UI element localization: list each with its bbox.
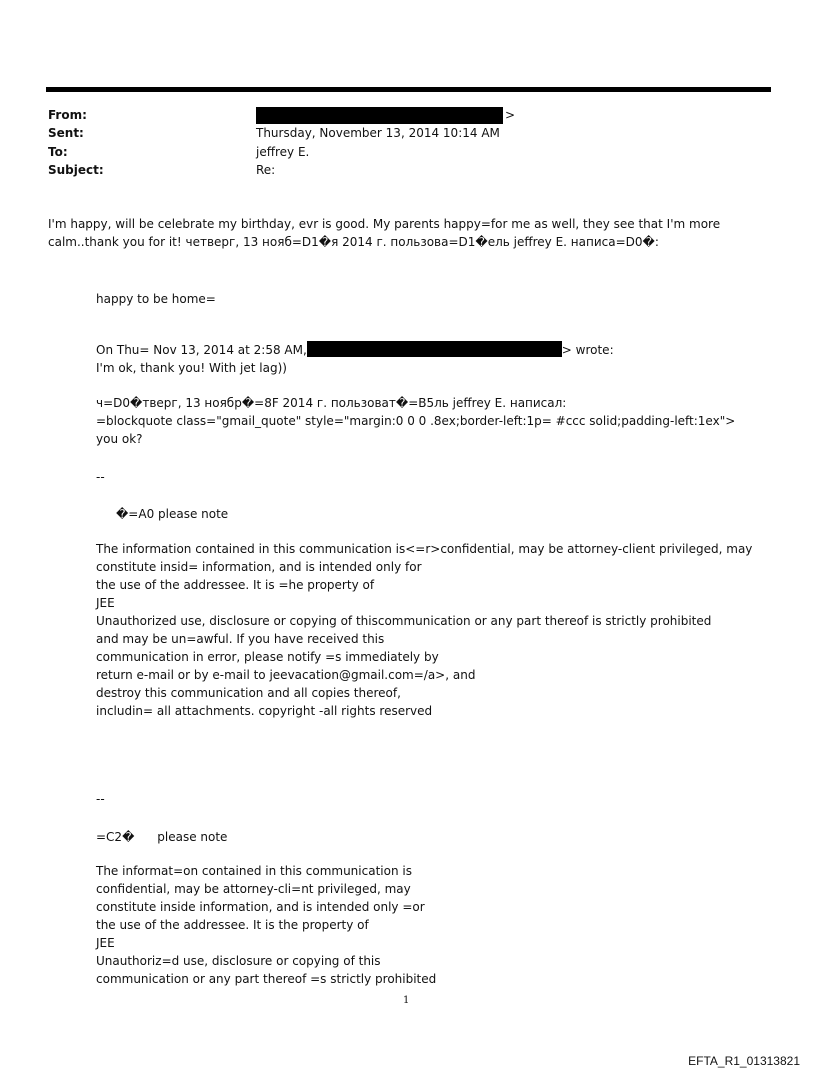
disclaimer-1: The information contained in this communication is<=r>confidential, may be attorney-client privileged, may constitute insid= information, and is intended only for the use of the addressee. It is =he property of JEE Unauthorized use, disclosure or copying of thiscommunication or any part thereof is strictly prohibited and may be un=awful. If you have received this communication in error, please notify =s immediately by return e-mail or by e-mail to jeevacation@gmail.com=/a>, and destroy this communication and all copies thereof, includin= all attachments. copyright -all rights reserved — [96, 542, 753, 718]
redacted-sender-block — [256, 107, 503, 124]
header-rule — [46, 87, 771, 92]
from-suffix: > — [505, 108, 516, 122]
subject-label: Subject: — [48, 163, 104, 177]
on-wrote-prefix: On Thu= Nov 13, 2014 at 2:58 AM, — [96, 343, 307, 357]
blockquote-line: =blockquote class="gmail_quote" style="margin:0 0 0 .8ex;border-left:1p= #ccc solid;padding-left:1ex"> — [96, 414, 736, 428]
on-wrote-suffix: > wrote: — [561, 343, 614, 357]
to-label: To: — [48, 145, 68, 159]
redacted-email-block — [307, 341, 562, 357]
signature-dash-1: -- — [96, 470, 105, 484]
reply-paragraph: I'm happy, will be celebrate my birthday, evr is good. My parents happy=for me as well, they see that I'm more calm..thank you for it! четверг, 13 нояб=D1�я 2014 г. пользова=D1�ель jeffrey E. написа=D0�: — [48, 217, 724, 249]
from-label: From: — [48, 108, 87, 122]
disclaimer-2: The informat=on contained in this communication is confidential, may be attorney-cli=nt privileged, may constitute inside information, and is intended only =or the use of the addressee. It is the property of JEE Unauthoriz=d use, disclosure or copying of this communication or any part thereof =s strictly prohibited — [96, 864, 437, 986]
page-number: 1 — [403, 995, 410, 1006]
document-id: EFTA_R1_01313821 — [688, 1054, 800, 1068]
please-note-1: �=A0 please note — [116, 507, 229, 521]
please-note-2: =C2� please note — [96, 830, 228, 844]
russian-line: ч=D0�тверг, 13 ноябр�=8F 2014 г. пользоват�=B5ль jeffrey E. написал: — [96, 396, 567, 410]
quote-happy-line: happy to be home= — [96, 292, 216, 306]
subject-value: Re: — [256, 163, 276, 177]
you-ok-line: you ok? — [96, 432, 143, 446]
ok-line: I'm ok, thank you! With jet lag)) — [96, 361, 287, 375]
sent-value: Thursday, November 13, 2014 10:14 AM — [256, 126, 500, 140]
sent-label: Sent: — [48, 126, 84, 140]
on-wrote-line — [96, 341, 776, 359]
to-value: jeffrey E. — [256, 145, 310, 159]
signature-dash-2: -- — [96, 792, 105, 806]
